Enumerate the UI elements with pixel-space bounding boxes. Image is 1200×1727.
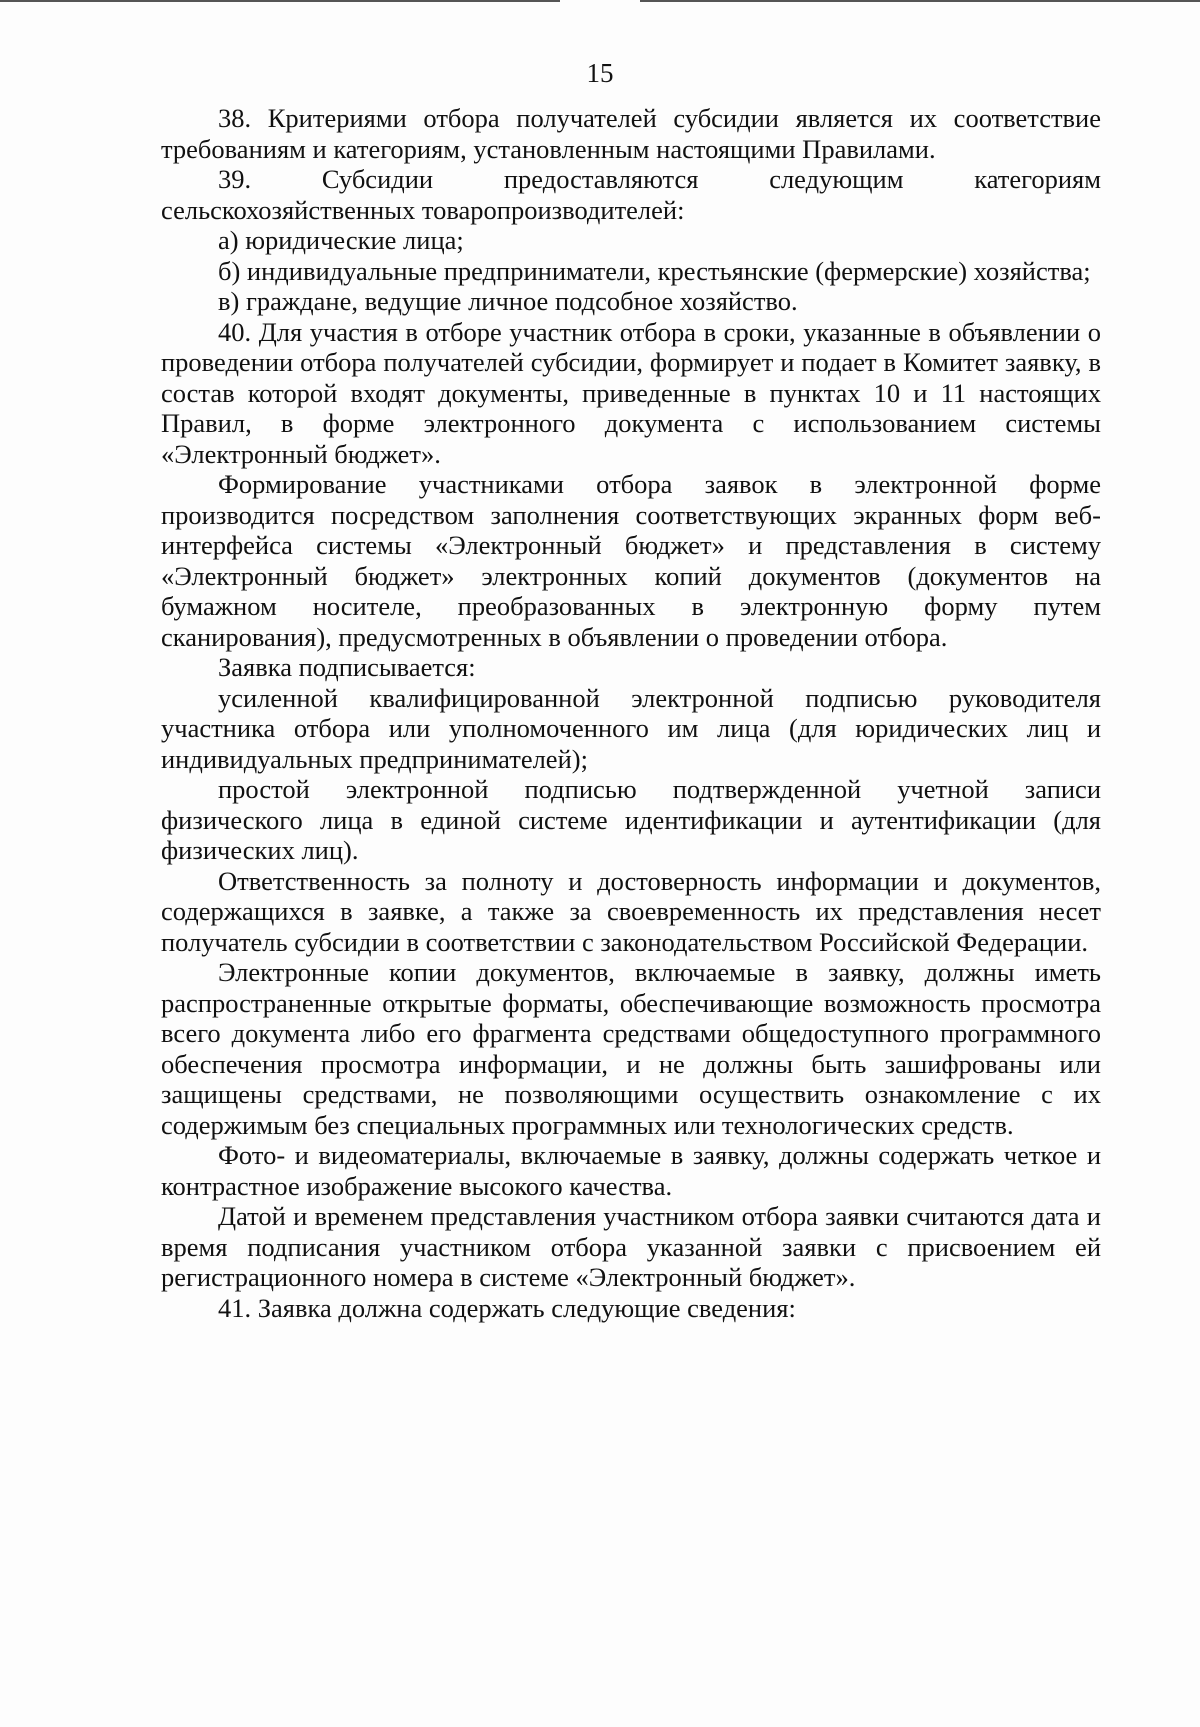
top-edge-line bbox=[0, 0, 560, 2]
document-body bbox=[161, 103, 1101, 1323]
paragraph-photo-video: Фото- и видеоматериалы, включаемые в заявку, должны содержать четкое и контрастное изображение высокого качества. bbox=[161, 1140, 1101, 1201]
paragraph-qualified-signature: усиленной квалифицированной электронной подписью руководителя участника отбора или уполномоченного им лица (для юридических лиц и индивидуальных предпринимателей); bbox=[161, 682, 1101, 774]
paragraph-38: 38. Критериями отбора получателей субсидии является их соответствие требованиям и категориям, установленным настоящими Правилами. bbox=[161, 103, 1101, 164]
page-number: 15 bbox=[586, 58, 614, 88]
paragraph-simple-signature: простой электронной подписью подтвержденной учетной записи физического лица в единой системе идентификации и аутентификации (для физических лиц). bbox=[161, 774, 1101, 865]
paragraph-electronic-copies: Электронные копии документов, включаемые в заявку, должны иметь распространенные открытые форматы, обеспечивающие возможность просмотра всего документа либо его фрагмента средствами общедоступного программного обеспечения просмотра информации, и не должны быть зашифрованы или защищены средствами, не позволяющими осуществить ознакомление с их содержимым без специальных программных или технологических средств. bbox=[161, 957, 1101, 1140]
list-item-b: б) индивидуальные предприниматели, крестьянские (фермерские) хозяйства; bbox=[218, 255, 1091, 286]
top-edge-line bbox=[640, 0, 1200, 2]
paragraph-responsibility: Ответственность за полноту и достоверность информации и документов, содержащихся в заявке, а также за своевременность их представления несет получатель субсидии в соответствии с законодательством Российской Федерации. bbox=[161, 865, 1101, 957]
paragraph-41: 41. Заявка должна содержать следующие сведения: bbox=[218, 1292, 796, 1323]
paragraph-39: 39. Субсидии предоставляются следующим категориям сельскохозяйственных товаропроизводителей: bbox=[161, 164, 1101, 225]
paragraph-date-time: Датой и временем представления участником отбора заявки считаются дата и время подписания участником отбора указанной заявки с присвоением ей регистрационного номера в системе «Электронный бюджет». bbox=[161, 1201, 1101, 1292]
list-item-a: а) юридические лица; bbox=[218, 225, 464, 255]
paragraph-forming: Формирование участниками отбора заявок в электронной форме производится посредством заполнения соответствующих экранных форм веб-интерфейса системы «Электронный бюджет» и представления в систему «Электронный бюджет» электронных копий документов (документов на бумажном носителе, преобразованных в электронную форму путем сканирования), предусмотренных в объявлении о проведении отбора. bbox=[161, 469, 1101, 652]
list-item-v: в) граждане, ведущие личное подсобное хозяйство. bbox=[218, 286, 798, 316]
paragraph-40: 40. Для участия в отборе участник отбора в сроки, указанные в объявлении о проведении отбора получателей субсидии, формирует и подает в Комитет заявку, в состав которой входят документы, приведенные в пунктах 10 и 11 настоящих Правил, в форме электронного документа с использованием системы «Электронный бюджет». bbox=[161, 316, 1101, 469]
paragraph-signing: Заявка подписывается: bbox=[218, 652, 476, 682]
